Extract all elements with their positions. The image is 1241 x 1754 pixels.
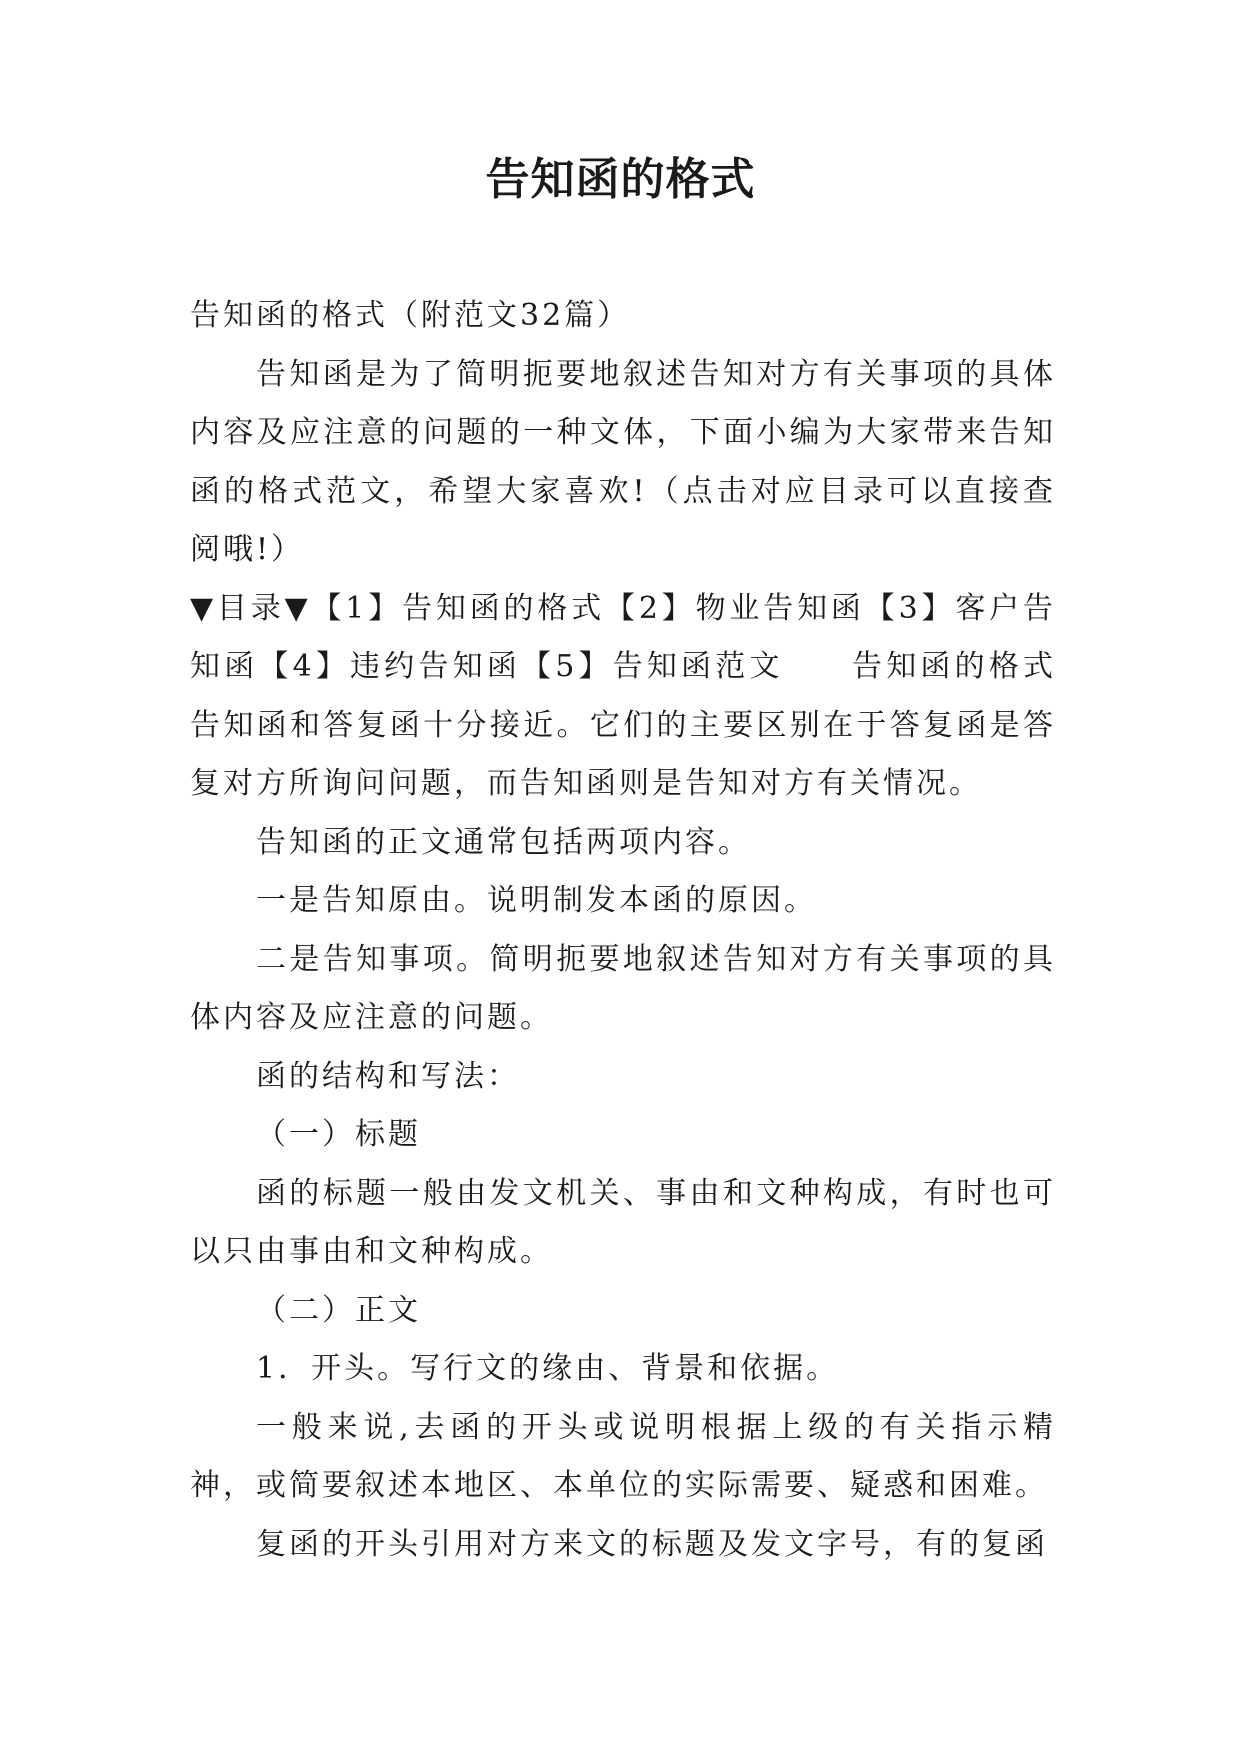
body-paragraph: 1．开头。写行文的缘由、背景和依据。 bbox=[256, 1351, 840, 1386]
subsection-heading: （一）标题 bbox=[256, 1117, 421, 1152]
body-paragraph: 一是告知原由。说明制发本函的原因。 bbox=[256, 883, 817, 918]
subsection-heading: （二）正文 bbox=[256, 1292, 421, 1328]
subtitle-paragraph: 告知函的格式（附范文32篇） bbox=[190, 298, 631, 333]
document-title: 告知函的格式 bbox=[485, 154, 756, 205]
intro-paragraph: 告知函是为了简明扼要地叙述告知对方有关事项的具体内容及应注意的问题的一种文体，下面小编为大家带来告知函的格式范文，希望大家喜欢!（点击对应目录可以直接查阅哦!） bbox=[190, 356, 1056, 567]
body-paragraph: 函的标题一般由发文机关、事由和文种构成，有时也可以只由事由和文种构成。 bbox=[190, 1175, 1056, 1269]
body-paragraph: 告知函的正文通常包括两项内容。 bbox=[256, 824, 751, 860]
body-paragraph: 复函的开头引用对方来文的标题及发文字号，有的复函 bbox=[256, 1526, 1048, 1562]
body-paragraph: 二是告知事项。简明扼要地叙述告知对方有关事项的具体内容及应注意的问题。 bbox=[190, 941, 1056, 1035]
section-heading: 函的结构和写法： bbox=[256, 1058, 520, 1094]
document-body bbox=[190, 287, 1056, 1574]
table-of-contents-paragraph: ▼目录▼【1】告知函的格式【2】物业告知函【3】客户告知函【4】违约告知函【5】告知函范文 告知函的格式告知函和答复函十分接近。它们的主要区别在于答复函是答复对方所询问问题，而告知函则是告知对方有关情况。 bbox=[190, 590, 1056, 801]
body-paragraph: 一般来说,去函的开头或说明根据上级的有关指示精神，或简要叙述本地区、本单位的实际需要、疑惑和困难。 bbox=[190, 1409, 1056, 1503]
